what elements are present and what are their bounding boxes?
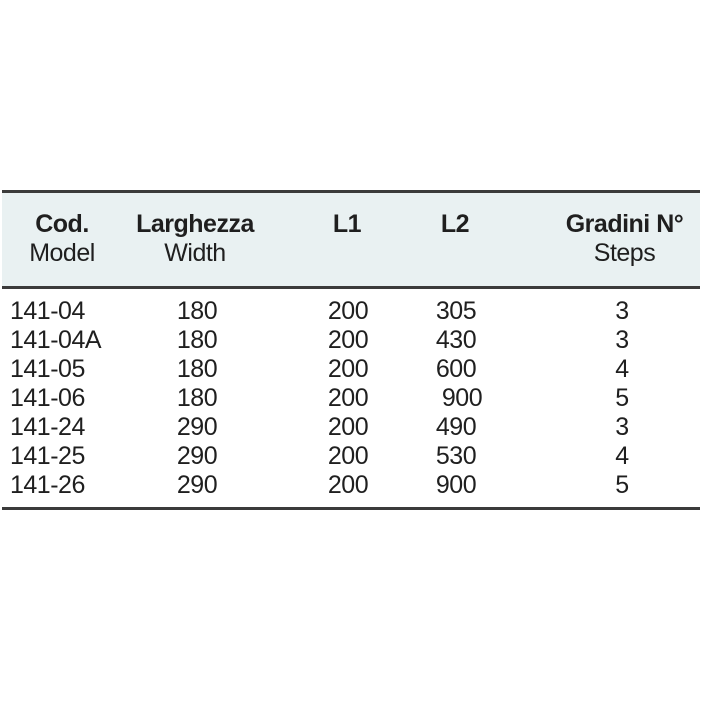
cell-code: 141-24 xyxy=(10,413,85,441)
table-row xyxy=(2,355,700,384)
cell-width: 180 xyxy=(176,384,218,412)
table-row xyxy=(2,442,700,471)
cell-code: 141-26 xyxy=(10,471,85,499)
cell-steps: 3 xyxy=(615,326,629,354)
table-body xyxy=(2,289,700,507)
cell-code: 141-04A xyxy=(10,326,102,354)
cell-steps: 5 xyxy=(615,471,629,499)
cell-width: 290 xyxy=(176,413,218,441)
header-l2-label: L2 xyxy=(440,210,470,238)
header-steps-label: Gradini N° xyxy=(565,210,684,238)
header-l1 xyxy=(312,210,382,239)
cell-l2: 305 xyxy=(435,297,477,325)
table-header xyxy=(2,193,700,289)
cell-l1: 200 xyxy=(327,355,369,383)
cell-steps: 3 xyxy=(615,413,629,441)
cell-width: 180 xyxy=(176,326,218,354)
table-row xyxy=(2,471,700,500)
header-width xyxy=(130,210,260,268)
cell-l1: 200 xyxy=(327,471,369,499)
spec-table xyxy=(2,190,700,510)
table-row xyxy=(2,413,700,442)
cell-steps: 3 xyxy=(615,297,629,325)
cell-code: 141-05 xyxy=(10,355,85,383)
cell-code: 141-25 xyxy=(10,442,85,470)
cell-l2: 430 xyxy=(435,326,477,354)
cell-l1: 200 xyxy=(327,297,369,325)
table-row xyxy=(2,326,700,355)
cell-l2: 900 xyxy=(441,384,483,412)
header-code xyxy=(12,210,112,268)
header-code-label: Cod. xyxy=(35,210,89,238)
cell-l1: 200 xyxy=(327,326,369,354)
header-width-sublabel: Width xyxy=(164,239,226,267)
cell-l2: 490 xyxy=(435,413,477,441)
header-l2 xyxy=(420,210,490,239)
cell-code: 141-04 xyxy=(10,297,85,325)
cell-l2: 530 xyxy=(435,442,477,470)
table-row xyxy=(2,297,700,326)
cell-l1: 200 xyxy=(327,384,369,412)
header-code-sublabel: Model xyxy=(29,239,95,267)
table-row xyxy=(2,384,700,413)
cell-l2: 600 xyxy=(435,355,477,383)
cell-width: 290 xyxy=(176,471,218,499)
header-steps-sublabel: Steps xyxy=(593,239,656,267)
cell-steps: 4 xyxy=(615,355,629,383)
cell-code: 141-06 xyxy=(10,384,85,412)
cell-l2: 900 xyxy=(435,471,477,499)
cell-steps: 5 xyxy=(615,384,629,412)
cell-width: 180 xyxy=(176,355,218,383)
cell-steps: 4 xyxy=(615,442,629,470)
cell-l1: 200 xyxy=(327,442,369,470)
cell-width: 180 xyxy=(176,297,218,325)
header-width-label: Larghezza xyxy=(136,210,254,238)
header-l1-label: L1 xyxy=(332,210,362,238)
header-steps xyxy=(552,210,697,268)
cell-width: 290 xyxy=(176,442,218,470)
cell-l1: 200 xyxy=(327,413,369,441)
